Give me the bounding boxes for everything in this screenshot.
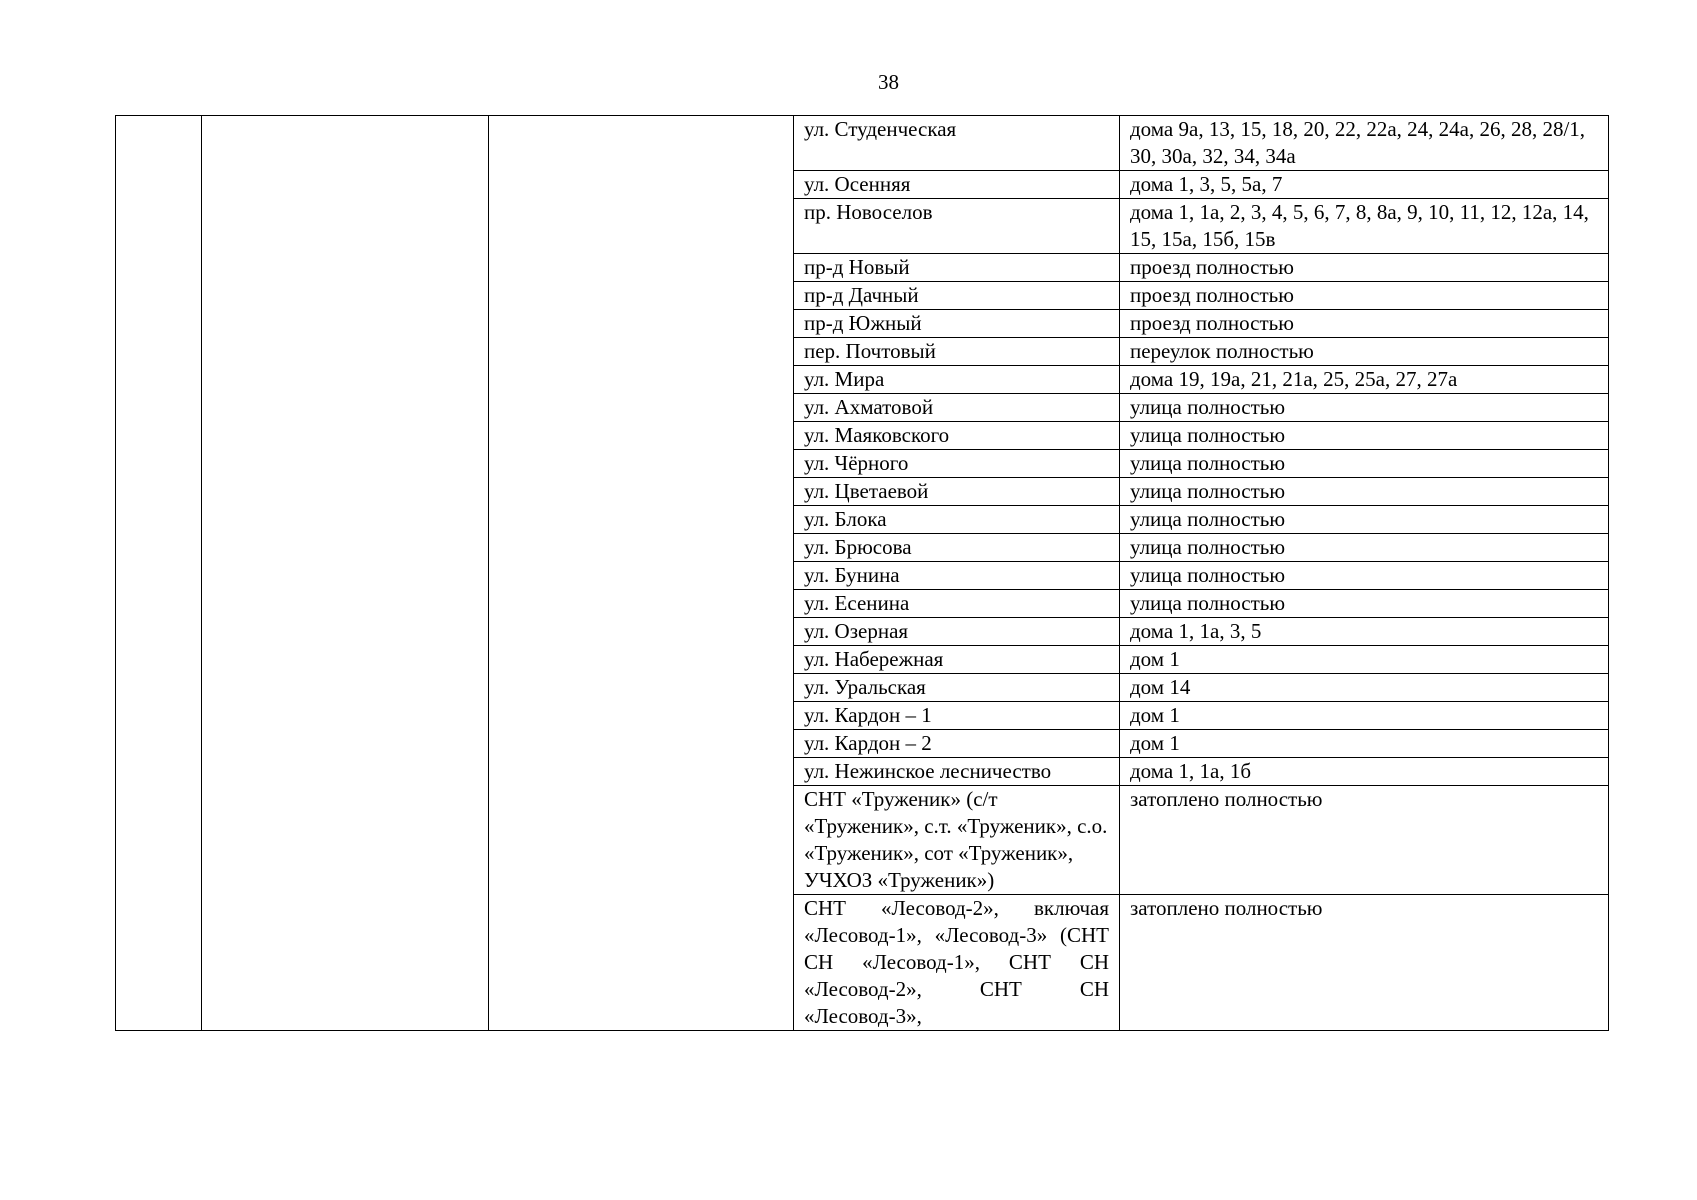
address-table	[115, 115, 1609, 1031]
street-cell: ул. Кардон – 2	[794, 730, 1120, 758]
empty-col-3	[489, 116, 794, 1031]
houses-cell: улица полностью	[1120, 590, 1609, 618]
street-cell: ул. Есенина	[794, 590, 1120, 618]
houses-cell: затоплено полностью	[1120, 895, 1609, 1031]
houses-cell: улица полностью	[1120, 450, 1609, 478]
houses-cell: проезд полностью	[1120, 282, 1609, 310]
street-cell: ул. Набережная	[794, 646, 1120, 674]
street-cell: ул. Ахматовой	[794, 394, 1120, 422]
houses-cell: улица полностью	[1120, 422, 1609, 450]
street-cell: ул. Чёрного	[794, 450, 1120, 478]
houses-cell: проезд полностью	[1120, 310, 1609, 338]
houses-cell: улица полностью	[1120, 478, 1609, 506]
street-cell: СНТ «Труженик» (с/т «Труженик», с.т. «Труженик», с.о. «Труженик», сот «Труженик», УЧХОЗ «Труженик»)	[794, 786, 1120, 895]
houses-cell: улица полностью	[1120, 506, 1609, 534]
street-cell: ул. Бунина	[794, 562, 1120, 590]
street-cell: пр. Новоселов	[794, 199, 1120, 254]
street-cell: ул. Блока	[794, 506, 1120, 534]
street-cell: ул. Нежинское лесничество	[794, 758, 1120, 786]
page-number: 38	[878, 70, 899, 94]
houses-cell: дома 1, 1а, 1б	[1120, 758, 1609, 786]
street-cell: ул. Кардон – 1	[794, 702, 1120, 730]
houses-cell: дома 1, 1а, 2, 3, 4, 5, 6, 7, 8, 8а, 9, 10, 11, 12, 12а, 14, 15, 15а, 15б, 15в	[1120, 199, 1609, 254]
houses-cell: улица полностью	[1120, 562, 1609, 590]
houses-cell: дом 1	[1120, 730, 1609, 758]
houses-cell: дом 1	[1120, 702, 1609, 730]
street-cell: ул. Цветаевой	[794, 478, 1120, 506]
empty-col-2	[202, 116, 489, 1031]
street-cell: пр-д Дачный	[794, 282, 1120, 310]
houses-cell: дом 1	[1120, 646, 1609, 674]
empty-col-1	[116, 116, 202, 1031]
street-cell: ул. Озерная	[794, 618, 1120, 646]
houses-cell: переулок полностью	[1120, 338, 1609, 366]
houses-cell: затоплено полностью	[1120, 786, 1609, 895]
houses-cell: дома 1, 1а, 3, 5	[1120, 618, 1609, 646]
table-row	[116, 116, 1609, 171]
street-cell: ул. Осенняя	[794, 171, 1120, 199]
street-cell: СНТ «Лесовод-2», включая «Лесовод-1», «Лесовод-3» (СНТ СН «Лесовод-1», СНТ СН «Лесовод-2», СНТ СН «Лесовод-3»,	[794, 895, 1120, 1031]
houses-cell: дома 9а, 13, 15, 18, 20, 22, 22а, 24, 24а, 26, 28, 28/1, 30, 30а, 32, 34, 34а	[1120, 116, 1609, 171]
houses-cell: дом 14	[1120, 674, 1609, 702]
houses-cell: улица полностью	[1120, 534, 1609, 562]
street-cell: ул. Мира	[794, 366, 1120, 394]
street-cell: ул. Студенческая	[794, 116, 1120, 171]
street-cell: ул. Маяковского	[794, 422, 1120, 450]
street-cell: пр-д Новый	[794, 254, 1120, 282]
houses-cell: дома 19, 19а, 21, 21а, 25, 25а, 27, 27а	[1120, 366, 1609, 394]
houses-cell: дома 1, 3, 5, 5а, 7	[1120, 171, 1609, 199]
street-cell: пер. Почтовый	[794, 338, 1120, 366]
street-cell: пр-д Южный	[794, 310, 1120, 338]
houses-cell: улица полностью	[1120, 394, 1609, 422]
street-cell: ул. Уральская	[794, 674, 1120, 702]
houses-cell: проезд полностью	[1120, 254, 1609, 282]
street-cell: ул. Брюсова	[794, 534, 1120, 562]
